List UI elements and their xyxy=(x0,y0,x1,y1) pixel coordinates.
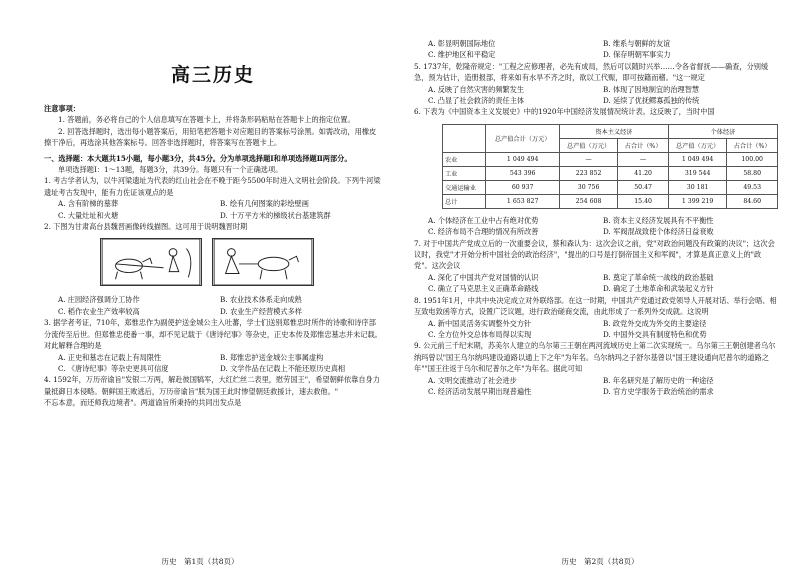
table-row xyxy=(443,180,778,194)
table-cell: 84.60 xyxy=(727,194,778,208)
table-header: 资本主义经济 xyxy=(559,124,668,138)
option: A. 反映了自然灾害的频繁发生 xyxy=(428,84,525,94)
table-cell: 30 181 xyxy=(668,180,726,194)
page-footer: 历史 第2页（共8页） xyxy=(561,557,639,566)
table-header: 个体经济 xyxy=(668,124,777,138)
table-cell: 30 756 xyxy=(559,180,617,194)
section-heading: 一、选择题：本大题共15小题，每小题3分，共45分。分为单项选择题Ⅰ和单项选择题Ⅱ两部分。 xyxy=(44,153,352,163)
question-9: 9. 公元前三千纪末期，苏美尔人建立的乌尔第三王朝在两河流域历史上第二次实现统一。乌尔第三王朝创建者乌尔纳玛曾以"国王乌尔纳玛建设道路以通上下之年"为年名。乌尔纳玛之子舒尔基曾以"国王建设通向尼普尔的道路之年""国王往返于乌尔和尼普尔之年"为年名。据此可知 xyxy=(414,341,776,374)
option: D. 农业生产经营模式多样 xyxy=(220,306,302,316)
option: B. 资本主义经济发展具有不平衡性 xyxy=(603,215,714,225)
question-6: 6. 下表为《中国资本主义发展史》中的1920年中国经济发展情况统计表。这反映了，当时中国 xyxy=(414,107,715,117)
notice-item: 1. 答题前，务必将自己的个人信息填写在答题卡上，并将条形码粘贴在答题卡上的指定位置。 xyxy=(58,115,355,125)
table-cell: 41.20 xyxy=(618,166,669,180)
option: D. 保存明朝军事实力 xyxy=(603,50,671,60)
table-cell: 254 608 xyxy=(559,194,617,208)
option: A. 深化了中国共产党对国情的认识 xyxy=(428,272,539,282)
option: A. 个体经济在工业中占有绝对优势 xyxy=(428,215,539,225)
option: B. 体现了因地制宜的治理智慧 xyxy=(603,84,700,94)
option: A. 庄园经济强调分工协作 xyxy=(58,295,140,305)
option: A. 含有阶梯的墓葬 xyxy=(58,199,119,209)
economy-table xyxy=(442,124,778,209)
option: C. 凸显了社会救济的责任主体 xyxy=(428,96,525,106)
option: B. 奠定了革命统一战线的政治基础 xyxy=(603,272,714,282)
page-title: 高三历史 xyxy=(170,64,255,86)
question-1-options xyxy=(44,198,382,221)
notice-title: 注意事项： xyxy=(44,104,80,113)
option: C. 确立了马克思主义正确革命路线 xyxy=(428,284,539,294)
question-3-options xyxy=(44,352,382,375)
option: C. 经济活动发展早期出现普遍性 xyxy=(428,386,532,396)
table-corner xyxy=(443,124,486,152)
table-cell: 543 396 xyxy=(486,166,559,180)
table-cell: 223 852 xyxy=(559,166,617,180)
table-cell: 1 049 494 xyxy=(668,152,726,166)
option: A. 正史和墓志在记载上有局限性 xyxy=(58,352,162,362)
question-5-options xyxy=(414,84,778,107)
option: A. 新中国灵活务实调整外交方针 xyxy=(428,318,532,328)
option: B. 绘有几何图案的彩绘壁画 xyxy=(220,199,309,209)
table-row xyxy=(443,166,778,180)
table-cell: 工业 xyxy=(443,166,486,180)
notice-item: 2. 回答选择题时，选出每小题答案后，用铅笔把答题卡对应题目的答案标号涂黑。如需改动，用橡皮擦干净后，再选涂其他答案标号。回答非选择题时，将答案写在答题卡上。 xyxy=(44,126,377,148)
option: C. 稻作农业生产效率较高 xyxy=(58,306,140,316)
table-cell: 49.53 xyxy=(727,180,778,194)
question-7: 7. 对于中国共产党成立后的一次重要会议，蔡和森认为：这次会议之前，党"对政治问题没有政策的决议"；这次会议时，我党"才开始分析中国社会的政治经济"，"提出的口号是打倒帝国主义和军阀"，才算是真正意义上的"政党"。这次会议 xyxy=(414,238,775,271)
subsection-heading: 单项选择题Ⅰ：1～13题，每题3分，共39分。每题只有一个正确选项。 xyxy=(58,165,283,175)
table-cell: 交通运输业 xyxy=(443,180,486,194)
table-cell: 农业 xyxy=(443,152,486,166)
option: D. 军阀混战致使个体经济日益衰败 xyxy=(603,227,714,237)
table-row xyxy=(443,152,778,166)
table-cell: 319 544 xyxy=(668,166,726,180)
table-cell: 1 653 827 xyxy=(486,194,559,208)
question-9-options xyxy=(414,375,778,398)
option: C. 经济布局不合理的情况有所改善 xyxy=(428,227,539,237)
option: B. 农业技术体系走向成熟 xyxy=(220,295,302,305)
table-cell: 50.47 xyxy=(618,180,669,194)
question-1: 1. 考古学者认为，以牛河梁遗址为代表的红山社会在不晚于距今5500年时进入文明社会阶段。下列牛河梁遗址考古发现中，能有力佐证该观点的是 xyxy=(44,176,381,197)
plowing-figure xyxy=(100,238,202,286)
option: C. 全方位外交总体布局得以实现 xyxy=(428,329,532,339)
question-8-options xyxy=(414,318,778,341)
question-3: 3. 据学者考证，710年，郑惟忠作为副使护送金城公主入吐蕃，学士们送别郑惟忠时所作的诗歌和诗序部分流传至后世。但郑惟忠使番一事，却不见记载于《唐诗纪事》等杂史，正史本传及郑惟忠墓志并未记载。对此解释合理的是 xyxy=(44,318,382,351)
ox-figure xyxy=(212,238,314,286)
option: D. 中国外交具有制度特色和优势 xyxy=(603,329,707,339)
question-4-options xyxy=(414,38,778,61)
table-header: 总产值合计（万元） xyxy=(486,124,559,152)
table-header: 占合计（%） xyxy=(618,138,669,152)
question-2: 2. 下图为甘肃高台县魏晋画像砖线描图。这可用于说明魏晋时期 xyxy=(44,222,248,232)
table-cell: — xyxy=(559,152,617,166)
table-cell: 60 937 xyxy=(486,180,559,194)
table-cell: 100.00 xyxy=(727,152,778,166)
table-cell: — xyxy=(618,152,669,166)
option: D. 十万平方米的梯级状台基建筑群 xyxy=(220,210,331,220)
option: A. 彰显明朝国际地位 xyxy=(428,39,496,48)
table-cell: 58.80 xyxy=(727,166,778,180)
question-6-options xyxy=(414,215,778,238)
option: C. 《唐诗纪事》等杂史更具可信度 xyxy=(58,363,169,373)
table-cell: 总计 xyxy=(443,194,486,208)
option: C. 维护地区和平稳定 xyxy=(428,50,496,60)
option: D. 确定了土地革命和武装起义方针 xyxy=(603,284,714,294)
page-footer: 历史 第1页（共8页） xyxy=(161,557,239,566)
table-header: 占合计（%） xyxy=(727,138,778,152)
option: A. 文明交流推动了社会进步 xyxy=(428,375,517,385)
question-4-tail: 不忘本意，而还师我边境者"。两道谕旨所秉持的共同出发点是 xyxy=(44,398,242,408)
question-7-options xyxy=(414,272,778,295)
question-8: 8. 1951年1月，中共中央决定成立对外联络部。在这一时期，中国共产党通过政党领导人开展对话、举行会晤、相互致电致函等方式，设置广泛议题，进行政治磋商交流，由此形成了一系列外交成就。这说明 xyxy=(414,295,777,317)
table-header: 总产值（万元） xyxy=(559,138,617,152)
question-5: 5. 1737年，乾隆帝规定："工程之应修理者，必先有成局，然后可以随时兴举……令各省督抚——确查，分别缓急，预为估计，造册报部，将来如有水旱不齐之时，欲以工代赈，即可按籍而稽。"这一规定 xyxy=(414,61,769,83)
table-cell: 15.40 xyxy=(618,194,669,208)
page-right xyxy=(400,0,800,579)
table-cell: 1 049 494 xyxy=(486,152,559,166)
option: B. 政党外交成为外交的主要途径 xyxy=(603,318,707,328)
option: D. 延续了优抚鳏寡孤独的传统 xyxy=(603,96,700,106)
option: C. 大量灶址和火塘 xyxy=(58,210,119,220)
option: D. 官方史学服务于政治统治的需求 xyxy=(603,386,714,396)
option: B. 年名研究是了解历史的一种途径 xyxy=(603,375,714,385)
brick-figures xyxy=(100,238,382,286)
option: B. 郑惟忠护送金城公主事属虚构 xyxy=(220,352,324,362)
option: D. 文学作品在记载上不能还原历史真相 xyxy=(220,363,346,373)
question-2-options xyxy=(44,294,382,317)
table-cell: 1 399 219 xyxy=(668,194,726,208)
table-row xyxy=(443,194,778,208)
option: B. 维系与朝鲜的友谊 xyxy=(603,39,671,48)
question-4: 4. 1592年，万历帝谕旨"发银二万两，解赴彼国犒军，大红纻丝二表里，慰劳国王"，希望朝鲜依靠自身力量抵御日本侵略。朝鲜国王败逃后，万历帝谕旨"朕为国王此时惨望朝廷救援计，速去救他。" xyxy=(44,375,380,396)
table-header: 总产值（万元） xyxy=(668,138,726,152)
